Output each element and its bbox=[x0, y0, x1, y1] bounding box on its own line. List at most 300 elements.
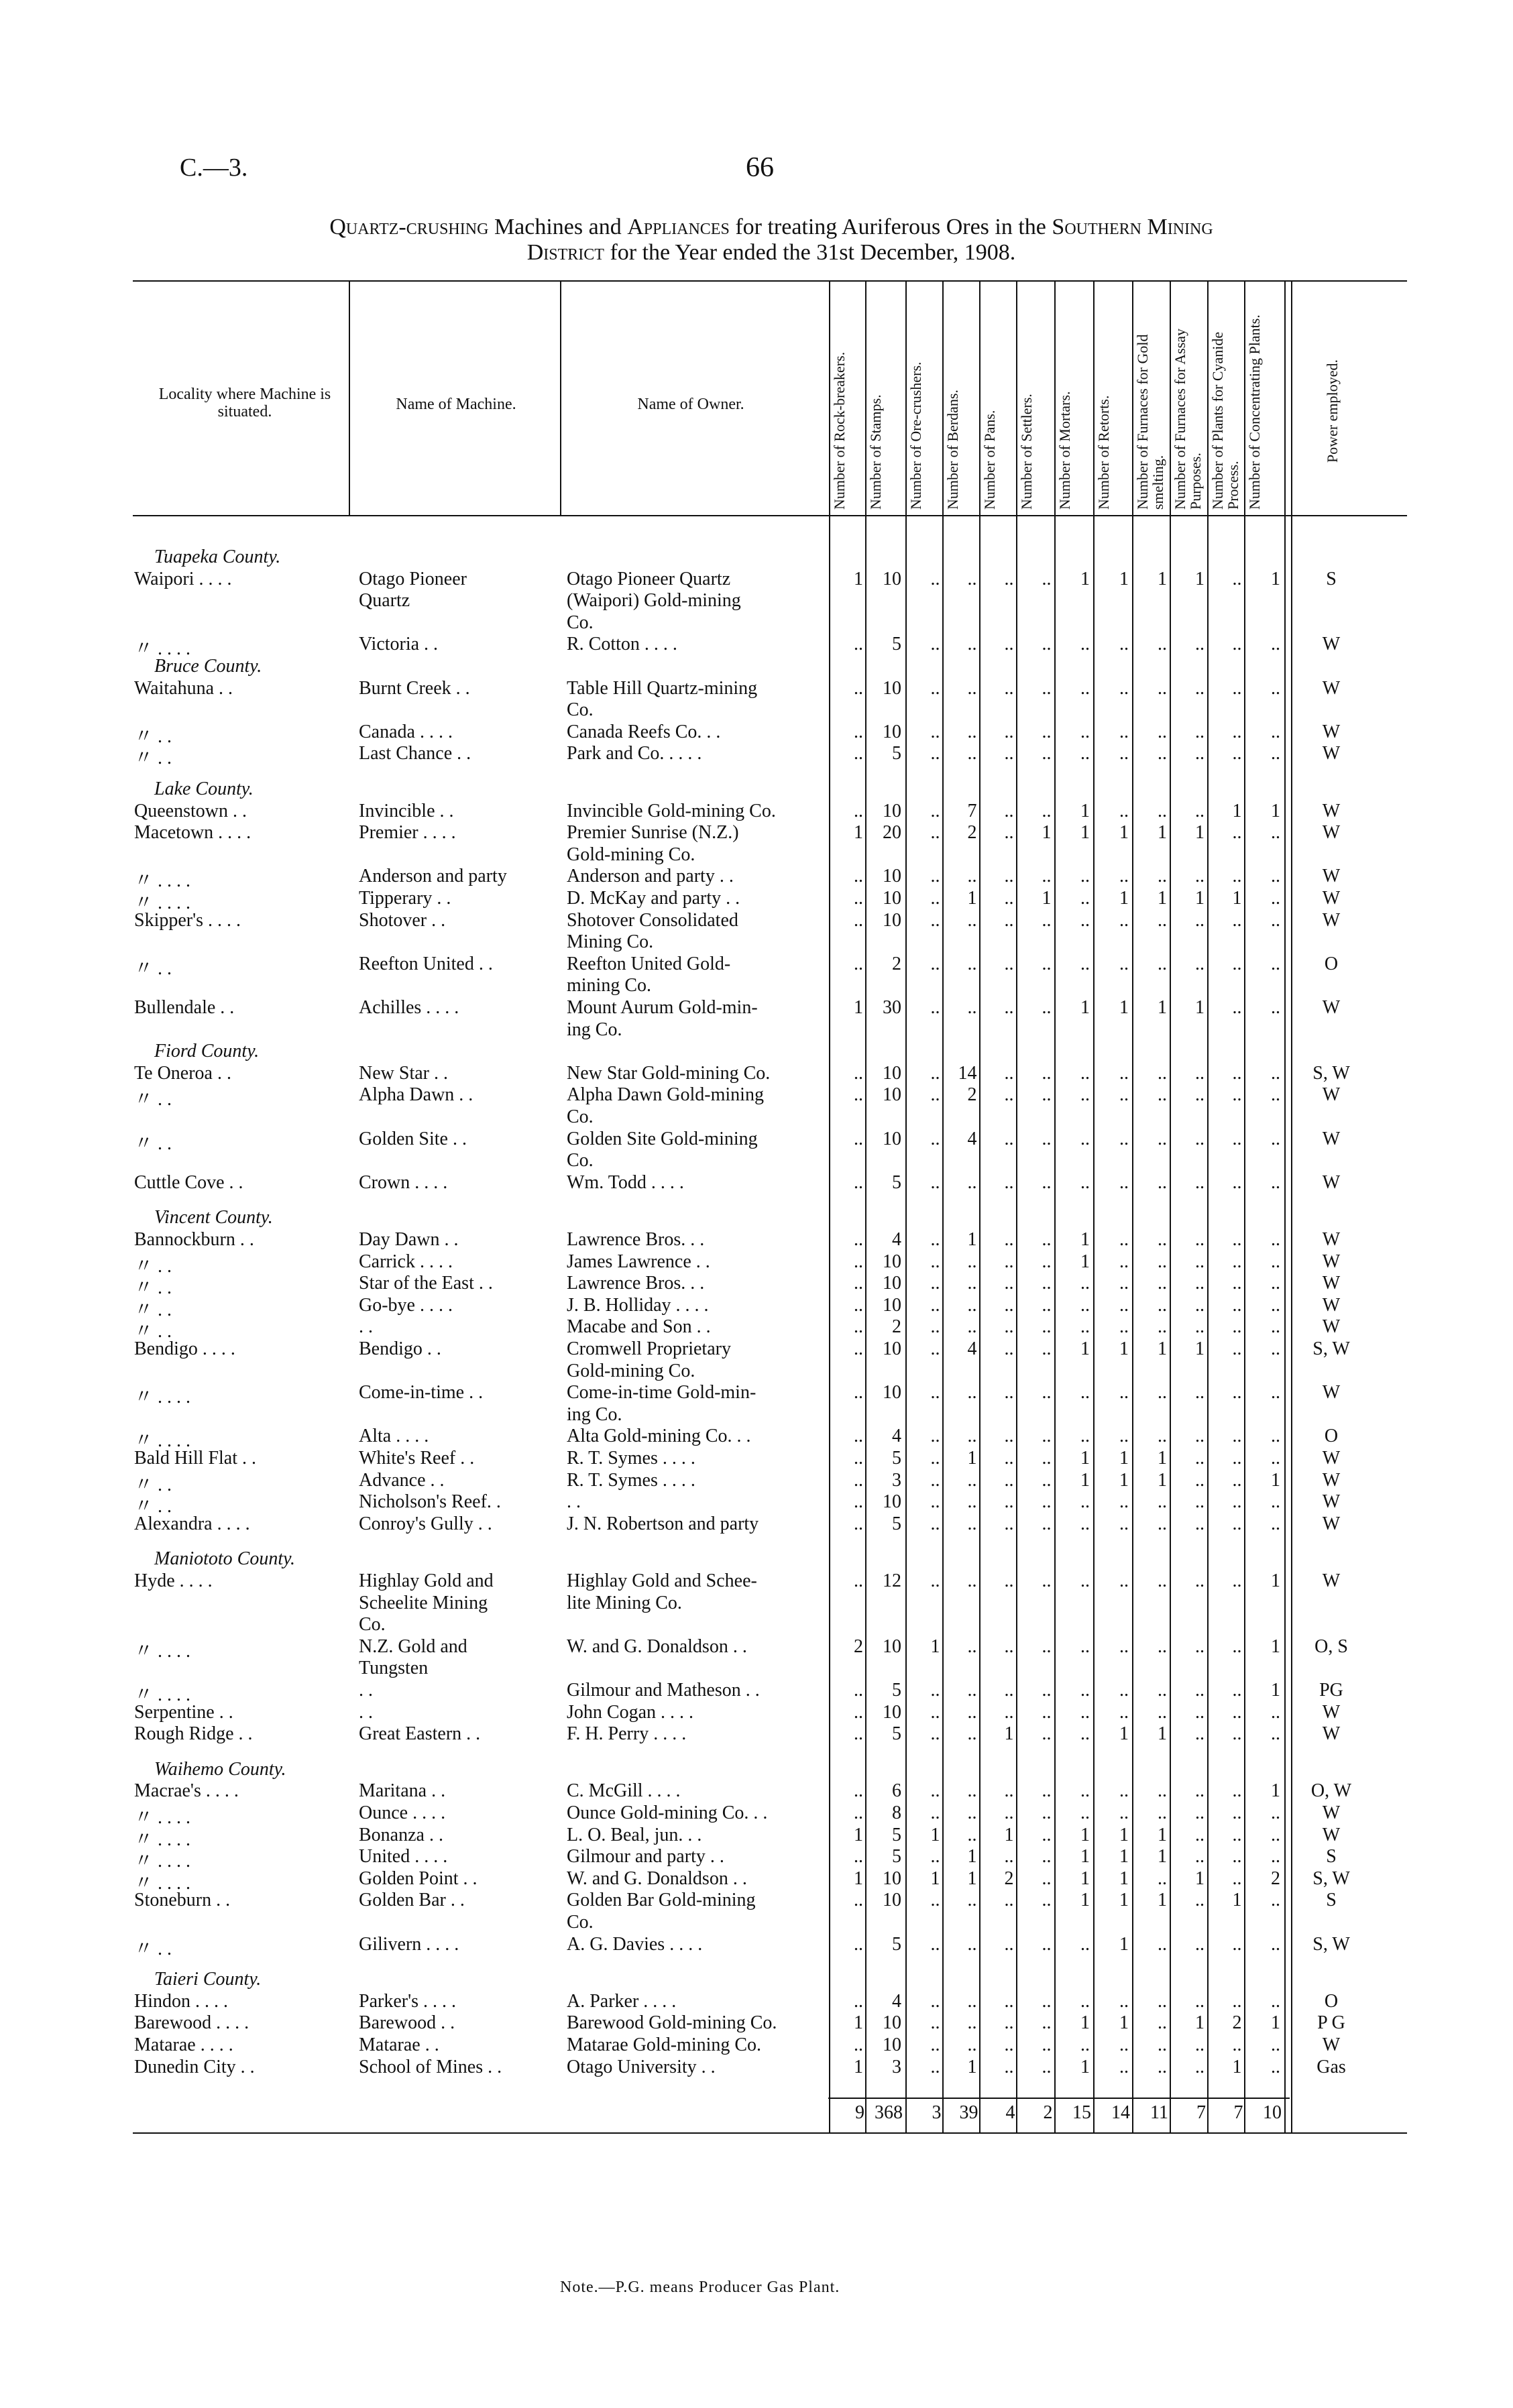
numeric-cell: .. bbox=[1042, 1469, 1052, 1491]
numeric-cell: .. bbox=[1271, 721, 1280, 742]
numeric-cell: .. bbox=[1158, 2056, 1167, 2077]
numeric-cell: .. bbox=[1042, 1723, 1052, 1745]
table-row bbox=[0, 931, 1513, 954]
column-header-numeric: Number of Pans. bbox=[981, 410, 998, 510]
county-heading bbox=[0, 1041, 1513, 1064]
numeric-cell: 1 bbox=[1119, 1868, 1129, 1889]
numeric-cell: 1 bbox=[1119, 822, 1129, 844]
numeric-cell: .. bbox=[1271, 1723, 1280, 1745]
owner-cell: Co. bbox=[567, 1150, 594, 1171]
table-row bbox=[0, 1106, 1513, 1129]
table-row bbox=[0, 721, 1513, 747]
numeric-cell: 10 bbox=[883, 1382, 901, 1403]
numeric-cell: .. bbox=[1004, 1316, 1014, 1338]
numeric-cell: 1 bbox=[1158, 1723, 1167, 1745]
numeric-cell: .. bbox=[1080, 1680, 1090, 1701]
numeric-cell: .. bbox=[1004, 2012, 1014, 2034]
numeric-cell: .. bbox=[1271, 1338, 1280, 1359]
numeric-cell: 1 bbox=[1158, 1469, 1167, 1491]
numeric-cell: .. bbox=[1232, 1171, 1242, 1193]
numeric-cell: .. bbox=[1042, 1491, 1052, 1513]
locality-cell: 〃 . . bbox=[134, 1299, 172, 1320]
locality-cell: Bendigo . . . . bbox=[134, 1338, 235, 1359]
numeric-cell: .. bbox=[930, 1229, 940, 1250]
locality-cell: 〃 . . . . bbox=[134, 1851, 191, 1872]
numeric-cell: .. bbox=[967, 866, 977, 887]
locality-cell: Hindon . . . . bbox=[134, 1990, 228, 2012]
numeric-cell: .. bbox=[1271, 1890, 1280, 1911]
power-cell: W bbox=[1322, 1316, 1341, 1338]
locality-cell: 〃 . . bbox=[134, 1496, 172, 1517]
numeric-cell: .. bbox=[1195, 743, 1204, 764]
numeric-cell: .. bbox=[1232, 1251, 1242, 1272]
numeric-cell: 10 bbox=[883, 800, 901, 821]
numeric-cell: .. bbox=[1232, 953, 1242, 974]
numeric-cell: .. bbox=[1271, 677, 1280, 699]
numeric-cell: .. bbox=[1195, 1570, 1204, 1591]
table-row bbox=[0, 1273, 1513, 1299]
numeric-cell: .. bbox=[1232, 1229, 1242, 1250]
numeric-cell: .. bbox=[1080, 866, 1090, 887]
power-cell: O bbox=[1324, 953, 1339, 974]
machine-cell: Carrick . . . . bbox=[359, 1251, 453, 1272]
numeric-cell: 1 bbox=[1080, 1448, 1090, 1469]
county-name: Lake County. bbox=[154, 779, 254, 799]
numeric-cell: .. bbox=[1232, 1824, 1242, 1845]
owner-cell: Canada Reefs Co. . . bbox=[567, 721, 721, 742]
numeric-cell: 1 bbox=[1195, 1868, 1204, 1889]
numeric-cell: .. bbox=[1042, 1229, 1052, 1250]
table-row bbox=[0, 743, 1513, 769]
machine-cell: . . bbox=[359, 1316, 373, 1338]
numeric-cell: .. bbox=[1195, 677, 1204, 699]
numeric-cell: .. bbox=[1004, 721, 1014, 742]
numeric-cell: .. bbox=[930, 1382, 940, 1403]
numeric-cell: 1 bbox=[1232, 1890, 1242, 1911]
numeric-cell: .. bbox=[1271, 1128, 1280, 1149]
locality-cell: 〃 . . bbox=[134, 1277, 172, 1299]
total-cell: 15 bbox=[1072, 2102, 1091, 2123]
numeric-cell: .. bbox=[854, 1780, 863, 1802]
owner-cell: C. McGill . . . . bbox=[567, 1780, 681, 1802]
numeric-cell: .. bbox=[967, 1990, 977, 2012]
numeric-cell: .. bbox=[854, 1513, 863, 1534]
numeric-cell: .. bbox=[854, 1229, 863, 1250]
numeric-cell: .. bbox=[1158, 800, 1167, 821]
owner-cell: Otago University . . bbox=[567, 2056, 716, 2077]
numeric-cell: 2 bbox=[1004, 1868, 1014, 1889]
numeric-cell: 1 bbox=[1271, 1780, 1280, 1802]
numeric-cell: 1 bbox=[1271, 2012, 1280, 2034]
table-row bbox=[0, 1912, 1513, 1935]
numeric-cell: .. bbox=[854, 1316, 863, 1338]
numeric-cell: .. bbox=[1042, 1680, 1052, 1701]
table-row bbox=[0, 1614, 1513, 1637]
numeric-cell: .. bbox=[1042, 1933, 1052, 1955]
numeric-cell: .. bbox=[1232, 2034, 1242, 2055]
power-cell: Gas bbox=[1316, 2056, 1346, 2077]
owner-cell: New Star Gold-mining Co. bbox=[567, 1062, 771, 1084]
machine-cell: Barewood . . bbox=[359, 2012, 455, 2034]
numeric-cell: .. bbox=[967, 997, 977, 1018]
numeric-cell: .. bbox=[1271, 1513, 1280, 1534]
numeric-cell: .. bbox=[854, 1491, 863, 1513]
numeric-cell: .. bbox=[854, 1846, 863, 1868]
machine-cell: Go-bye . . . . bbox=[359, 1294, 453, 1316]
numeric-cell: 2 bbox=[1232, 2012, 1242, 2034]
machine-cell: Victoria . . bbox=[359, 634, 439, 655]
owner-cell: John Cogan . . . . bbox=[567, 1701, 693, 1723]
locality-cell: 〃 . . . . bbox=[134, 1829, 191, 1850]
numeric-cell: 1 bbox=[1080, 1229, 1090, 1250]
locality-cell: Bald Hill Flat . . bbox=[134, 1448, 256, 1469]
numeric-cell: .. bbox=[967, 743, 977, 764]
numeric-cell: 1 bbox=[1080, 1469, 1090, 1491]
numeric-cell: .. bbox=[1158, 1680, 1167, 1701]
table-row bbox=[0, 1084, 1513, 1110]
total-cell: 9 bbox=[855, 2102, 864, 2123]
power-cell: W bbox=[1322, 634, 1341, 655]
owner-cell: Reefton United Gold- bbox=[567, 953, 731, 974]
numeric-cell: .. bbox=[1195, 1723, 1204, 1745]
numeric-cell: 1 bbox=[1080, 1824, 1090, 1845]
power-cell: W bbox=[1322, 1273, 1341, 1294]
owner-cell: Ounce Gold-mining Co. . . bbox=[567, 1802, 768, 1823]
owner-cell: Invincible Gold-mining Co. bbox=[567, 800, 776, 821]
table-row bbox=[0, 1338, 1513, 1361]
numeric-cell: .. bbox=[1080, 1273, 1090, 1294]
numeric-cell: .. bbox=[930, 2012, 940, 2034]
numeric-cell: .. bbox=[1004, 866, 1014, 887]
numeric-cell: .. bbox=[1004, 1382, 1014, 1403]
power-cell: W bbox=[1322, 1469, 1341, 1491]
numeric-cell: 10 bbox=[883, 1868, 901, 1889]
machine-cell: Premier . . . . bbox=[359, 822, 456, 844]
numeric-cell: .. bbox=[930, 1933, 940, 1955]
numeric-cell: 4 bbox=[892, 1426, 901, 1447]
numeric-cell: 1 bbox=[967, 1448, 977, 1469]
numeric-cell: .. bbox=[1080, 1723, 1090, 1745]
numeric-cell: 1 bbox=[1080, 2012, 1090, 2034]
numeric-cell: .. bbox=[1271, 1491, 1280, 1513]
power-cell: W bbox=[1322, 677, 1341, 699]
owner-cell: Premier Sunrise (N.Z.) bbox=[567, 822, 739, 844]
machine-cell: Co. bbox=[359, 1614, 386, 1636]
owner-cell: D. McKay and party . . bbox=[567, 888, 740, 909]
numeric-cell: 2 bbox=[967, 822, 977, 844]
numeric-cell: .. bbox=[1158, 721, 1167, 742]
table-row bbox=[0, 1636, 1513, 1662]
numeric-cell: .. bbox=[1004, 1171, 1014, 1193]
numeric-cell: .. bbox=[1004, 2056, 1014, 2077]
numeric-cell: .. bbox=[1004, 1802, 1014, 1823]
numeric-cell: .. bbox=[1080, 888, 1090, 909]
numeric-cell: .. bbox=[1195, 721, 1204, 742]
numeric-cell: .. bbox=[930, 568, 940, 589]
numeric-cell: .. bbox=[1158, 1491, 1167, 1513]
county-name: Maniototo County. bbox=[154, 1548, 295, 1570]
numeric-cell: .. bbox=[1195, 953, 1204, 974]
county-name: Taieri County. bbox=[154, 1969, 262, 1990]
numeric-cell: 10 bbox=[883, 1062, 901, 1084]
owner-cell: Table Hill Quartz-mining bbox=[567, 677, 758, 699]
numeric-cell: 10 bbox=[883, 1338, 901, 1359]
owner-cell: A. Parker . . . . bbox=[567, 1990, 677, 2012]
locality-cell: 〃 . . bbox=[134, 1321, 172, 1342]
locality-cell: 〃 . . bbox=[134, 726, 172, 747]
owner-cell: lite Mining Co. bbox=[567, 1592, 682, 1613]
numeric-cell: .. bbox=[1271, 1316, 1280, 1338]
machine-cell: Alta . . . . bbox=[359, 1426, 429, 1447]
table-row bbox=[0, 997, 1513, 1020]
numeric-cell: .. bbox=[930, 1128, 940, 1149]
numeric-cell: .. bbox=[1158, 1128, 1167, 1149]
numeric-cell: .. bbox=[1232, 1382, 1242, 1403]
numeric-cell: .. bbox=[1042, 1780, 1052, 1802]
column-header-numeric: Number of Retorts. bbox=[1095, 395, 1112, 510]
numeric-cell: 2 bbox=[892, 1316, 901, 1338]
numeric-cell: 1 bbox=[1119, 1338, 1129, 1359]
owner-cell: Lawrence Bros. . . bbox=[567, 1229, 705, 1250]
table-row bbox=[0, 634, 1513, 660]
locality-cell: Rough Ridge . . bbox=[134, 1723, 253, 1745]
numeric-cell: 1 bbox=[1080, 997, 1090, 1018]
numeric-cell: .. bbox=[1232, 1426, 1242, 1447]
numeric-cell: 1 bbox=[1080, 1338, 1090, 1359]
numeric-cell: .. bbox=[1158, 1990, 1167, 2012]
numeric-cell: .. bbox=[967, 1469, 977, 1491]
numeric-cell: .. bbox=[1232, 909, 1242, 931]
numeric-cell: .. bbox=[854, 909, 863, 931]
numeric-cell: 1 bbox=[854, 1824, 863, 1845]
table-row bbox=[0, 1448, 1513, 1471]
numeric-cell: .. bbox=[1158, 1802, 1167, 1823]
numeric-cell: .. bbox=[1271, 1846, 1280, 1868]
table-row bbox=[0, 678, 1513, 701]
numeric-cell: .. bbox=[1042, 743, 1052, 764]
numeric-cell: .. bbox=[1119, 1513, 1129, 1534]
numeric-cell: 7 bbox=[967, 800, 977, 821]
numeric-cell: 1 bbox=[1271, 1680, 1280, 1701]
numeric-cell: .. bbox=[1042, 1890, 1052, 1911]
locality-cell: 〃 . . bbox=[134, 1255, 172, 1277]
numeric-cell: .. bbox=[1158, 1636, 1167, 1657]
table-row bbox=[0, 1702, 1513, 1725]
owner-cell: R. T. Symes . . . . bbox=[567, 1448, 695, 1469]
numeric-cell: .. bbox=[1004, 909, 1014, 931]
numeric-cell: 1 bbox=[1232, 888, 1242, 909]
numeric-cell: .. bbox=[930, 1780, 940, 1802]
numeric-cell: 1 bbox=[1080, 2056, 1090, 2077]
numeric-cell: .. bbox=[1042, 1570, 1052, 1591]
numeric-cell: .. bbox=[1158, 2034, 1167, 2055]
numeric-cell: .. bbox=[1271, 1273, 1280, 1294]
numeric-cell: .. bbox=[1271, 997, 1280, 1018]
power-cell: W bbox=[1322, 1251, 1341, 1272]
numeric-cell: .. bbox=[967, 677, 977, 699]
locality-cell: 〃 . . . . bbox=[134, 1872, 191, 1894]
locality-cell: 〃 . . . . bbox=[134, 870, 191, 892]
table-row bbox=[0, 1890, 1513, 1912]
numeric-cell: .. bbox=[1042, 1062, 1052, 1084]
numeric-cell: .. bbox=[967, 1513, 977, 1534]
numeric-cell: .. bbox=[1004, 634, 1014, 655]
numeric-cell: .. bbox=[930, 888, 940, 909]
numeric-cell: .. bbox=[1158, 1251, 1167, 1272]
numeric-cell: .. bbox=[1232, 1491, 1242, 1513]
numeric-cell: .. bbox=[1080, 1990, 1090, 2012]
machine-cell: Golden Site . . bbox=[359, 1128, 467, 1149]
numeric-cell: 5 bbox=[892, 1846, 901, 1868]
county-heading bbox=[0, 1207, 1513, 1230]
numeric-cell: 1 bbox=[1232, 2056, 1242, 2077]
numeric-cell: 1 bbox=[1119, 1933, 1129, 1955]
locality-cell: Macetown . . . . bbox=[134, 822, 251, 844]
total-cell: 7 bbox=[1233, 2102, 1243, 2123]
numeric-cell: .. bbox=[854, 1680, 863, 1701]
totals-row bbox=[0, 2102, 1513, 2125]
numeric-cell: 1 bbox=[1119, 1469, 1129, 1491]
locality-cell: Waipori . . . . bbox=[134, 568, 232, 589]
power-cell: W bbox=[1322, 1723, 1341, 1745]
numeric-cell: .. bbox=[1119, 2034, 1129, 2055]
numeric-cell: .. bbox=[1004, 1426, 1014, 1447]
owner-cell: Co. bbox=[567, 612, 594, 633]
power-cell: O, W bbox=[1310, 1780, 1352, 1802]
numeric-cell: .. bbox=[1195, 2056, 1204, 2077]
numeric-cell: .. bbox=[1195, 1316, 1204, 1338]
power-cell: S, W bbox=[1312, 1933, 1350, 1955]
machine-cell: Burnt Creek . . bbox=[359, 677, 470, 699]
numeric-cell: .. bbox=[930, 1802, 940, 1823]
numeric-cell: .. bbox=[1271, 1448, 1280, 1469]
numeric-cell: .. bbox=[854, 1128, 863, 1149]
owner-cell: James Lawrence . . bbox=[567, 1251, 710, 1272]
machine-cell: Golden Point . . bbox=[359, 1868, 478, 1889]
numeric-cell: .. bbox=[967, 1316, 977, 1338]
county-name: Fiord County. bbox=[154, 1041, 260, 1062]
numeric-cell: 3 bbox=[892, 1469, 901, 1491]
total-cell: 368 bbox=[875, 2102, 903, 2123]
numeric-cell: .. bbox=[1119, 909, 1129, 931]
numeric-cell: .. bbox=[967, 1701, 977, 1723]
table-row bbox=[0, 1658, 1513, 1680]
numeric-cell: .. bbox=[854, 2034, 863, 2055]
numeric-cell: .. bbox=[1080, 1933, 1090, 1955]
numeric-cell: .. bbox=[1004, 1933, 1014, 1955]
numeric-cell: .. bbox=[1004, 1513, 1014, 1534]
numeric-cell: .. bbox=[967, 953, 977, 974]
power-cell: W bbox=[1322, 1824, 1341, 1845]
numeric-cell: .. bbox=[1158, 1570, 1167, 1591]
numeric-cell: .. bbox=[1232, 743, 1242, 764]
header-bottom-rule bbox=[133, 515, 1407, 516]
caption-part: Appliances bbox=[627, 215, 730, 239]
table-note: Note.—P.G. means Producer Gas Plant. bbox=[560, 2279, 840, 2296]
numeric-cell: .. bbox=[1232, 1273, 1242, 1294]
numeric-cell: .. bbox=[1232, 568, 1242, 589]
numeric-cell: .. bbox=[930, 721, 940, 742]
column-header-numeric: Number of Stamps. bbox=[867, 394, 884, 510]
county-name: Vincent County. bbox=[154, 1207, 273, 1228]
column-header-machine: Name of Machine. bbox=[396, 396, 516, 413]
locality-cell: Cuttle Cove . . bbox=[134, 1171, 243, 1193]
numeric-cell: .. bbox=[1080, 1294, 1090, 1316]
locality-cell: Bannockburn . . bbox=[134, 1229, 254, 1250]
numeric-cell: 1 bbox=[1195, 1338, 1204, 1359]
numeric-cell: .. bbox=[1271, 1701, 1280, 1723]
numeric-cell: 6 bbox=[892, 1780, 901, 1802]
total-cell: 11 bbox=[1150, 2102, 1168, 2123]
numeric-cell: .. bbox=[854, 1251, 863, 1272]
numeric-cell: .. bbox=[967, 1802, 977, 1823]
numeric-cell: .. bbox=[1271, 1251, 1280, 1272]
owner-cell: Gilmour and Matheson . . bbox=[567, 1680, 760, 1701]
numeric-cell: .. bbox=[1119, 1084, 1129, 1106]
machine-cell: Reefton United . . bbox=[359, 953, 493, 974]
table-row bbox=[0, 1570, 1513, 1593]
numeric-cell: .. bbox=[854, 1723, 863, 1745]
numeric-cell: .. bbox=[854, 677, 863, 699]
owner-cell: Shotover Consolidated bbox=[567, 909, 738, 931]
numeric-cell: 1 bbox=[854, 568, 863, 589]
numeric-cell: 5 bbox=[892, 1723, 901, 1745]
power-cell: W bbox=[1322, 909, 1341, 931]
numeric-cell: 10 bbox=[883, 721, 901, 742]
power-cell: W bbox=[1322, 743, 1341, 764]
numeric-cell: .. bbox=[1080, 1062, 1090, 1084]
numeric-cell: .. bbox=[1271, 1171, 1280, 1193]
numeric-cell: 1 bbox=[854, 822, 863, 844]
owner-cell: R. T. Symes . . . . bbox=[567, 1469, 695, 1491]
numeric-cell: 1 bbox=[1271, 1570, 1280, 1591]
numeric-cell: 1 bbox=[1195, 2012, 1204, 2034]
numeric-cell: 4 bbox=[892, 1229, 901, 1250]
machine-cell: Shotover . . bbox=[359, 909, 446, 931]
numeric-cell: .. bbox=[930, 1680, 940, 1701]
numeric-cell: .. bbox=[1271, 1062, 1280, 1084]
total-cell: 39 bbox=[959, 2102, 978, 2123]
numeric-cell: .. bbox=[1119, 1171, 1129, 1193]
numeric-cell: 1 bbox=[1158, 997, 1167, 1018]
machine-cell: . . bbox=[359, 1701, 373, 1723]
numeric-cell: .. bbox=[1042, 2012, 1052, 2034]
table-row bbox=[0, 1593, 1513, 1615]
power-cell: P G bbox=[1317, 2012, 1345, 2034]
numeric-cell: .. bbox=[930, 1338, 940, 1359]
locality-cell: 〃 . . bbox=[134, 1089, 172, 1110]
numeric-cell: 1 bbox=[1158, 1846, 1167, 1868]
locality-cell: 〃 . . bbox=[134, 748, 172, 769]
machine-cell: Nicholson's Reef. . bbox=[359, 1491, 501, 1513]
numeric-cell: .. bbox=[1042, 1701, 1052, 1723]
numeric-cell: .. bbox=[854, 1570, 863, 1591]
numeric-cell: .. bbox=[1119, 1802, 1129, 1823]
numeric-cell: .. bbox=[1080, 634, 1090, 655]
owner-cell: Golden Bar Gold-mining bbox=[567, 1890, 756, 1911]
numeric-cell: .. bbox=[1232, 1701, 1242, 1723]
numeric-cell: .. bbox=[1042, 1868, 1052, 1889]
locality-cell: Skipper's . . . . bbox=[134, 909, 241, 931]
power-cell: O bbox=[1324, 1990, 1339, 2012]
numeric-cell: .. bbox=[854, 721, 863, 742]
numeric-cell: .. bbox=[1158, 1780, 1167, 1802]
numeric-cell: .. bbox=[854, 743, 863, 764]
numeric-cell: 5 bbox=[892, 1680, 901, 1701]
numeric-cell: .. bbox=[1232, 997, 1242, 1018]
numeric-cell: .. bbox=[967, 1680, 977, 1701]
numeric-cell: .. bbox=[1195, 1084, 1204, 1106]
